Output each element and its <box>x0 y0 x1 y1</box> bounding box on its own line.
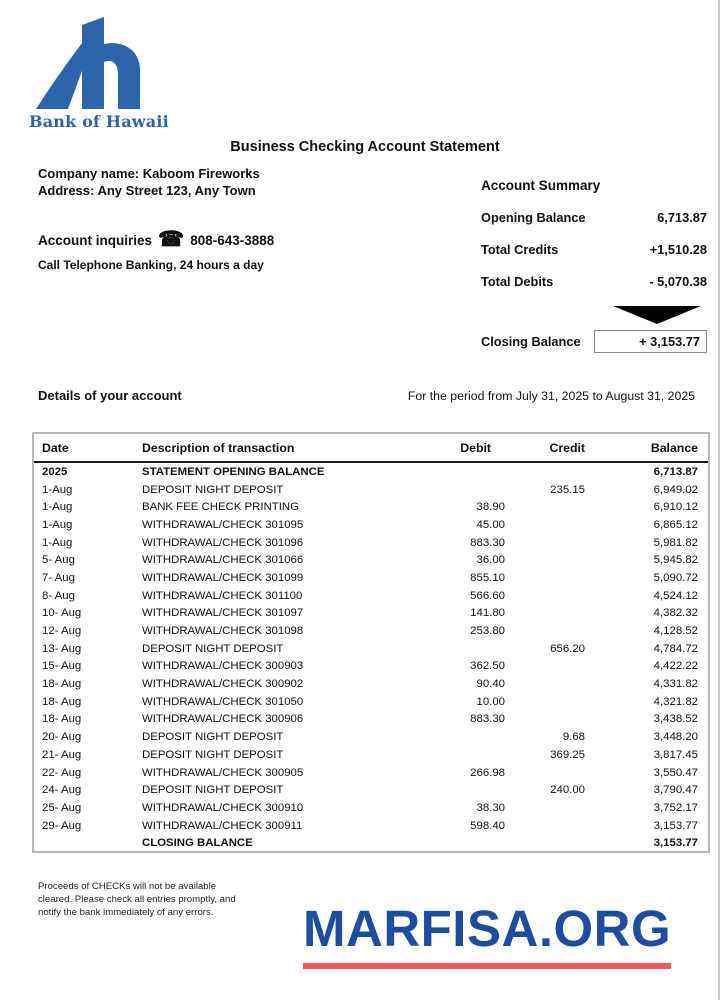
cell-date: 10- Aug <box>42 607 82 620</box>
table-row <box>34 587 708 605</box>
cell-credit: 656.20 <box>550 642 585 655</box>
cell-description: DEPOSIT NIGHT DEPOSIT <box>142 748 284 761</box>
total-credits-row <box>481 242 707 257</box>
cell-date: 21- Aug <box>42 748 82 761</box>
account-inquiries-line <box>38 227 275 251</box>
total-debits-label: Total Debits <box>481 274 554 289</box>
cell-date: 18- Aug <box>42 713 82 726</box>
transactions-table <box>32 432 710 853</box>
cell-date: 7- Aug <box>42 571 75 584</box>
cell-debit: 38.90 <box>476 501 505 514</box>
bank-logo <box>28 16 178 131</box>
watermark-logo: MARFISA.ORG <box>303 899 671 969</box>
bank-name: Bank of Hawaii <box>29 112 169 131</box>
cell-balance: 6,949.02 <box>653 483 698 496</box>
cell-description: WITHDRAWAL/CHECK 301066 <box>142 554 304 567</box>
opening-balance-row <box>481 210 707 225</box>
table-row <box>34 817 708 835</box>
cell-description: WITHDRAWAL/CHECK 301095 <box>142 518 304 531</box>
table-row <box>34 764 708 782</box>
table-row <box>34 675 708 693</box>
cell-description: BANK FEE CHECK PRINTING <box>142 501 299 514</box>
cell-description: CLOSING BALANCE <box>142 837 253 850</box>
cell-balance: 4,321.82 <box>653 695 698 708</box>
opening-balance-value: 6,713.87 <box>657 210 707 225</box>
table-row <box>34 640 708 658</box>
cell-description: WITHDRAWAL/CHECK 300905 <box>142 766 304 779</box>
cell-description: WITHDRAWAL/CHECK 300906 <box>142 713 304 726</box>
cell-date: 1-Aug <box>42 501 73 514</box>
table-row <box>34 569 708 587</box>
cell-balance: 5,945.82 <box>653 554 698 567</box>
cell-balance: 3,438.52 <box>653 713 698 726</box>
cell-balance: 4,524.12 <box>653 589 698 602</box>
cell-date: 24- Aug <box>42 784 82 797</box>
cell-balance: 4,128.52 <box>653 625 698 638</box>
cell-description: WITHDRAWAL/CHECK 301098 <box>142 625 304 638</box>
closing-balance-label: Closing Balance <box>481 334 581 349</box>
cell-date: 13- Aug <box>42 642 82 655</box>
footer-note-line: notify the bank immediately of any errors. <box>38 907 214 918</box>
table-header-row <box>34 434 708 463</box>
table-body <box>34 463 708 852</box>
table-row <box>34 728 708 746</box>
total-debits-row <box>481 274 707 289</box>
cell-date: 2025 <box>42 465 68 478</box>
cell-description: WITHDRAWAL/CHECK 301099 <box>142 571 304 584</box>
table-row <box>34 551 708 569</box>
cell-date: 18- Aug <box>42 678 82 691</box>
cell-debit: 253.80 <box>470 625 505 638</box>
cell-debit: 362.50 <box>470 660 505 673</box>
cell-date: 25- Aug <box>42 801 82 814</box>
cell-debit: 45.00 <box>476 518 505 531</box>
footer-note <box>38 880 236 919</box>
cell-balance: 4,422.22 <box>653 660 698 673</box>
cell-description: DEPOSIT NIGHT DEPOSIT <box>142 784 284 797</box>
account-summary <box>481 178 707 353</box>
bank-of-hawaii-icon <box>28 16 146 111</box>
closing-balance-row <box>481 330 707 353</box>
page-title: Business Checking Account Statement <box>230 139 500 155</box>
table-row <box>34 746 708 764</box>
cell-description: WITHDRAWAL/CHECK 300910 <box>142 801 304 814</box>
cell-date: 1-Aug <box>42 483 73 496</box>
table-row <box>34 711 708 729</box>
cell-date: 18- Aug <box>42 695 82 708</box>
header-debit: Debit <box>460 440 491 455</box>
cell-description: WITHDRAWAL/CHECK 301100 <box>142 589 303 602</box>
cell-date: 15- Aug <box>42 660 82 673</box>
cell-debit: 855.10 <box>470 571 505 584</box>
account-summary-heading: Account Summary <box>481 178 601 193</box>
cell-debit: 141.80 <box>470 607 505 620</box>
cell-description: DEPOSIT NIGHT DEPOSIT <box>142 483 284 496</box>
table-row <box>34 799 708 817</box>
cell-debit: 36.00 <box>476 554 505 567</box>
header-balance: Balance <box>650 440 698 455</box>
cell-balance: 5,090.72 <box>653 571 698 584</box>
cell-credit: 9.68 <box>562 731 585 744</box>
table-row <box>34 693 708 711</box>
cell-description: WITHDRAWAL/CHECK 300902 <box>142 678 304 691</box>
address-line: Address: Any Street 123, Any Town <box>38 182 256 198</box>
cell-description: WITHDRAWAL/CHECK 301096 <box>142 536 304 549</box>
telephone-icon: ☎ <box>158 227 185 251</box>
footer-note-line: cleared. Please check all entries promptly, and <box>38 894 236 905</box>
cell-debit: 566.60 <box>470 589 505 602</box>
cell-debit: 90.40 <box>476 678 505 691</box>
cell-date: 5- Aug <box>42 554 75 567</box>
table-row <box>34 658 708 676</box>
total-credits-value: +1,510.28 <box>649 242 707 257</box>
cell-date: 12- Aug <box>42 625 82 638</box>
table-row <box>34 463 708 481</box>
table-row <box>34 516 708 534</box>
customer-block <box>38 166 260 199</box>
cell-balance: 4,331.82 <box>653 678 698 691</box>
cell-description: DEPOSIT NIGHT DEPOSIT <box>142 731 284 744</box>
table-row <box>34 622 708 640</box>
cell-balance: 3,752.17 <box>653 801 698 814</box>
cell-debit: 883.30 <box>470 713 505 726</box>
header-date: Date <box>42 440 69 455</box>
opening-balance-label: Opening Balance <box>481 210 586 225</box>
cell-description: WITHDRAWAL/CHECK 301050 <box>142 695 304 708</box>
details-heading: Details of your account <box>38 388 182 403</box>
table-row <box>34 534 708 552</box>
account-inquiries-label: Account inquiries <box>38 233 153 248</box>
cell-credit: 235.15 <box>550 483 585 496</box>
statement-period: For the period from July 31, 2025 to August 31, 2025 <box>407 389 695 403</box>
cell-debit: 10.00 <box>476 695 505 708</box>
cell-date: 29- Aug <box>42 819 82 832</box>
company-name-line: Company name: Kaboom Fireworks <box>38 166 260 181</box>
telephone-banking-note: Call Telephone Banking, 24 hours a day <box>38 258 264 272</box>
cell-debit: 38.30 <box>476 801 505 814</box>
header-description: Description of transaction <box>142 440 295 455</box>
cell-description: WITHDRAWAL/CHECK 300911 <box>142 819 303 832</box>
cell-description: WITHDRAWAL/CHECK 301097 <box>142 607 304 620</box>
cell-balance: 3,790.47 <box>653 784 698 797</box>
cell-debit: 883.30 <box>470 536 505 549</box>
table-row <box>34 605 708 623</box>
cell-description: STATEMENT OPENING BALANCE <box>142 465 325 478</box>
cell-description: DEPOSIT NIGHT DEPOSIT <box>142 642 284 655</box>
cell-balance: 4,784.72 <box>653 642 698 655</box>
cell-date: 8- Aug <box>42 589 75 602</box>
cell-balance: 3,153.77 <box>653 837 698 850</box>
phone-number: 808-643-3888 <box>190 233 275 248</box>
header-credit: Credit <box>549 440 585 455</box>
total-debits-value: - 5,070.38 <box>649 274 707 289</box>
cell-date: 1-Aug <box>42 518 73 531</box>
arrow-down-icon <box>613 306 701 324</box>
cell-balance: 3,817.45 <box>653 748 698 761</box>
cell-balance: 3,153.77 <box>653 819 698 832</box>
cell-date: 22- Aug <box>42 766 82 779</box>
table-row <box>34 834 708 852</box>
cell-balance: 3,448.20 <box>653 731 698 744</box>
table-row <box>34 781 708 799</box>
cell-balance: 3,550.47 <box>653 766 698 779</box>
cell-debit: 598.40 <box>470 819 505 832</box>
cell-credit: 240.00 <box>550 784 585 797</box>
cell-balance: 5,981.82 <box>653 536 698 549</box>
cell-date: 20- Aug <box>42 731 82 744</box>
cell-balance: 6,713.87 <box>653 465 698 478</box>
closing-balance-value: + 3,153.77 <box>594 330 707 353</box>
cell-balance: 4,382.32 <box>653 607 698 620</box>
table-row <box>34 498 708 516</box>
footer-note-line: Proceeds of CHECKs will not be available <box>38 881 217 892</box>
total-credits-label: Total Credits <box>481 242 559 257</box>
cell-date: 1-Aug <box>42 536 73 549</box>
cell-debit: 266.98 <box>470 766 505 779</box>
cell-credit: 369.25 <box>550 748 585 761</box>
cell-description: WITHDRAWAL/CHECK 300903 <box>142 660 304 673</box>
cell-balance: 6,865.12 <box>653 518 698 531</box>
cell-balance: 6,910.12 <box>653 501 698 514</box>
table-row <box>34 481 708 499</box>
